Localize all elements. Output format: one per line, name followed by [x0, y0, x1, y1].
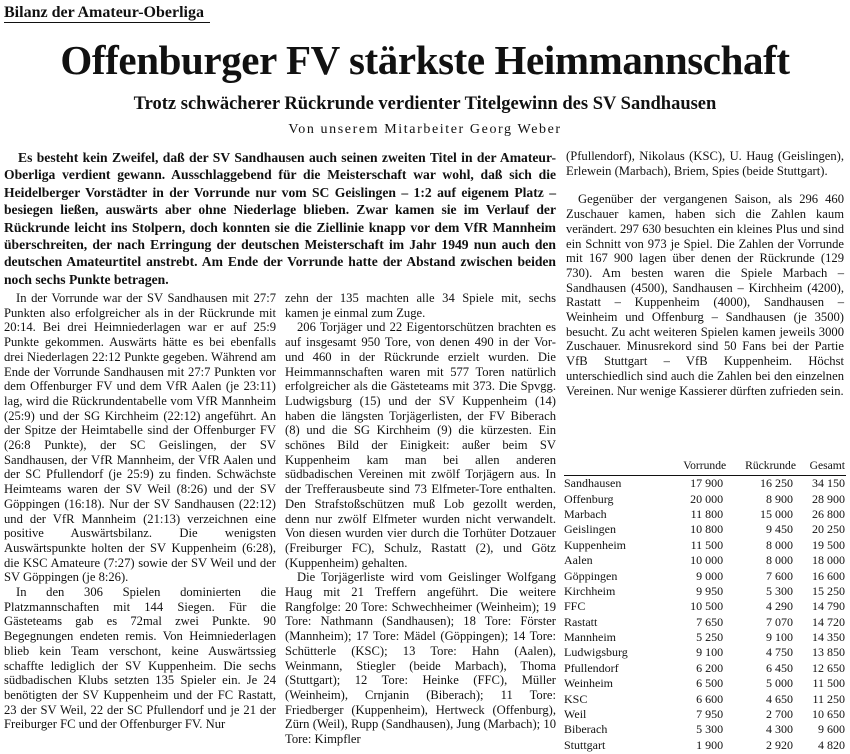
attendance-cell: 10 000 [690, 553, 724, 568]
attendance-cell: 10 650 [812, 707, 845, 722]
byline: Von unserem Mitarbeiter Georg Weber [288, 122, 562, 137]
paragraph: 206 Torjäger und 22 Eigentorschützen brachten es auf insgesamt 950 Tore, von denen 490 in der Vor- und 460 in der Rückrunde erzielt wurden. Die Heimmannschaften waren mit 577 Toren natürlich erfolgreicher als die Gästeteams mit 373. Die Spvgg. Ludwigsburg (15) und der SV Kuppenheim (14) haben die längsten Torjägerlisten, der FV Biberach (8) und die SG Kirchheim (9) die kürzesten. Ein schönes Bild der Einigkeit: außer beim SV Kuppenheim kam man bei allen anderen südbadischen Vereinen mit zwölf Torjägern aus. In der Trefferausbeute sind 73 Elfmeter-Tore enthalten. Den Strafstoßschützen muß Lob gezollt werden, denn nur zwölf Elfmeter wurden nicht verwandelt. Von diesen wurden vier durch die Torhüter Dotzauer (Freiburger FC), Schulz, Rastatt (2), und Götz (Kuppenheim) gehalten. [285, 320, 556, 570]
attendance-cell: 20 000 [690, 491, 724, 506]
attendance-cell: 5 300 [696, 722, 724, 737]
table-row [564, 476, 846, 492]
article-column-2 [285, 291, 556, 747]
team-name-cell: Stuttgart [564, 737, 606, 752]
attendance-cell: 4 820 [818, 737, 845, 752]
attendance-cell: 5 250 [696, 630, 724, 645]
attendance-cell: 9 100 [696, 645, 724, 660]
table-row [564, 522, 846, 537]
paragraph: In der Vorrunde war der SV Sandhausen mit 27:7 Punkten also erfolgreicher als in der Rückrunde mit 20:14. Bei drei Heimniederlagen war er auf 25:9 Punkte gekommen. Auswärts hätte es bei ebenfalls drei Niederlagen 22:12 Punkte gegeben. Während am Ende der Vorrunde Sandhausen mit 27:7 Punkten vor dem Offenburger FV und dem VfR Aalen (je 23:11) lag, wird die Rückrundentabelle vom VfR Mannheim (25:9) und der SG Kirchheim (22:12) angeführt. An der Spitze der Heimtabelle sind der Offenburger FV (26:8 Punkte), der SC Geislingen, der SV Sandhausen, der VfR Mannheim, der VfR Aalen und der SC Pfullendorf (je 25:9) zu finden. Schwächste Heimteams waren der SV Weil (8:26) und der SV Göppingen (16:18). Nur der SV Sandhausen (22:12) und der VfR Mannheim (21:13) verzeichnen eine positive Auswärtsbilanz. Die wenigsten Auswärtspunkte holten der SV Kuppenheim (6:28), die KSC Amateure (7:27) sowie der SV Weil und der SV Göppingen (je 8:26). [4, 291, 276, 585]
attendance-cell: 7 650 [696, 614, 724, 629]
attendance-cell: 10 800 [690, 522, 724, 537]
team-name-cell: Ludwigsburg [564, 645, 628, 660]
team-name-cell: Pfullendorf [564, 660, 619, 675]
attendance-cell: 10 500 [690, 599, 724, 614]
attendance-cell: 5 000 [765, 676, 793, 691]
kicker: Bilanz der Amateur-Oberliga [4, 3, 210, 23]
table-row [564, 630, 846, 645]
attendance-cell: 6 600 [696, 691, 724, 706]
attendance-cell: 2 700 [765, 707, 793, 722]
attendance-cell: 5 300 [765, 583, 793, 598]
table-row [564, 738, 846, 753]
table-row [564, 722, 846, 737]
attendance-cell: 9 450 [765, 522, 793, 537]
attendance-cell: 12 650 [812, 660, 845, 675]
team-name-cell: Rastatt [564, 614, 598, 629]
team-name-cell: Sandhausen [564, 476, 622, 491]
table-header-cell: Vorrunde [668, 458, 727, 476]
team-name-cell: Biberach [564, 722, 608, 737]
team-name-cell: Geislingen [564, 522, 616, 537]
table-row [564, 707, 846, 722]
paragraph: (Pfullendorf), Nikolaus (KSC), U. Haug (Geislingen), Erlewein (Marbach), Briem, Spies (beide Stuttgart). [566, 149, 844, 178]
attendance-cell: 11 800 [690, 506, 724, 521]
attendance-cell: 14 350 [812, 630, 845, 645]
table-body [564, 476, 846, 754]
attendance-cell: 14 790 [812, 599, 845, 614]
team-name-cell: Aalen [564, 553, 593, 568]
attendance-cell: 34 150 [812, 476, 845, 491]
headline: Offenburger FV stärkste Heimmannschaft [60, 37, 790, 83]
table-row [564, 691, 846, 706]
paragraph: In den 306 Spielen dominierten die Platzmannschaften mit 144 Siegen. Für die Gästeteams gab es 72mal zwei Punkte. 90 Begegnungen endeten remis. Von Heimniederlagen blieb kein Team verschont, keine Auswärtssieg schaffte lediglich der SV Kuppenheim. Die sechs südbadischen Klubs setzten 135 Spieler ein. Je 24 benötigten der SV Kuppenheim und der FC Rastatt, 23 der SV Weil, 22 der SC Pfullendorf und je 21 der Freiburger FC und der Offenburger FV. Nur [4, 585, 276, 732]
attendance-cell: 13 850 [812, 645, 845, 660]
attendance-cell: 26 800 [812, 506, 845, 521]
team-name-cell: Weil [564, 707, 587, 722]
attendance-cell: 11 500 [690, 537, 724, 552]
team-name-cell: Göppingen [564, 568, 618, 583]
table-header-cell: Gesamt [797, 458, 846, 476]
attendance-cell: 1 900 [696, 737, 724, 752]
attendance-cell: 11 500 [812, 676, 845, 691]
table-row [564, 538, 846, 553]
attendance-cell: 6 500 [696, 676, 724, 691]
table-row [564, 599, 846, 614]
table-header-cell: Rückrunde [727, 458, 797, 476]
attendance-cell: 19 500 [812, 537, 845, 552]
attendance-cell: 18 000 [812, 553, 845, 568]
article-column-1 [4, 291, 276, 732]
attendance-cell: 28 900 [812, 491, 845, 506]
attendance-cell: 17 900 [690, 476, 724, 491]
table-row [564, 584, 846, 599]
table-row [564, 568, 846, 583]
table-header-row [564, 458, 846, 476]
team-name-cell: Offenburg [564, 491, 614, 506]
attendance-cell: 7 070 [765, 614, 793, 629]
attendance-cell: 8 000 [765, 553, 793, 568]
team-name-cell: Mannheim [564, 630, 616, 645]
attendance-cell: 4 750 [765, 645, 793, 660]
paragraph: zehn der 135 machten alle 34 Spiele mit, sechs kamen je einmal zum Zuge. [285, 291, 556, 320]
attendance-cell: 8 000 [765, 537, 793, 552]
paragraph: Gegenüber der vergangenen Saison, als 296 460 Zuschauer kamen, haben sich die Zahlen kaum verändert. 297 630 besuchten ein kleines Plus und sind ein Schnitt von 973 je Spiel. Die Zahlen der Vorrunde mit 167 900 lagen über denen der Rückrunde (129 730). Am besten waren die Spiele Marbach – Sandhausen (4500), Sandhausen – Kirchheim (4200), Rastatt – Kuppenheim (4000), Sandhausen – Weinheim und Offenburg – Sandhausen (je 3500) besucht. Zu acht weiteren Spielen kamen jeweils 3000 Zuschauer. Minusrekord sind 50 Fans bei der Partie VfB Stuttgart – VfB Kuppenheim. Höchst unterschiedlich sind auch die Zahlen bei den einzelnen Vereinen. Nur wenige Kassierer dürften zufrieden sein. [566, 192, 844, 398]
attendance-cell: 16 250 [759, 476, 793, 491]
attendance-cell: 6 450 [765, 660, 793, 675]
team-name-cell: FFC [564, 599, 586, 614]
attendance-cell: 15 250 [812, 583, 845, 598]
table-row [564, 661, 846, 676]
team-name-cell: KSC [564, 691, 588, 706]
team-name-cell: Kirchheim [564, 583, 616, 598]
attendance-cell: 7 600 [765, 568, 793, 583]
attendance-cell: 4 290 [765, 599, 793, 614]
attendance-cell: 11 250 [812, 691, 845, 706]
attendance-cell: 2 920 [765, 737, 793, 752]
attendance-cell: 9 950 [696, 583, 724, 598]
attendance-cell: 4 650 [765, 691, 793, 706]
attendance-cell: 16 600 [812, 568, 845, 583]
attendance-cell: 6 200 [696, 660, 724, 675]
table-row [564, 553, 846, 568]
attendance-cell: 4 300 [765, 722, 793, 737]
paragraph: Die Torjägerliste wird vom Geislinger Wolfgang Haug mit 21 Treffern angeführt. Die weitere Rangfolge: 20 Tore: Schwechheimer (Weinheim); 19 Tore: Nathmann (Sandhausen); 18 Tore: Förster (Mannheim); 17 Tore: Mädel (Göppingen); 14 Tore: Schütterle (KSC); 13 Tore: Hahn (Aalen), Weinmann, Stiegler (beide Marbach), Thoma (Stuttgart); 12 Tore: Heinke (FFC), Müller (Weinheim), Crnjanin (Biberach); 11 Tore: Friedberger (Kuppenheim), Hertweck (Offenburg), Zürn (Weil), Rupp (Sandhausen), Jung (Marbach); 10 Tore: Kimpfler [285, 570, 556, 747]
table-row [564, 645, 846, 660]
attendance-cell: 15 000 [759, 506, 793, 521]
attendance-cell: 7 950 [696, 707, 724, 722]
table-row [564, 676, 846, 691]
attendance-cell: 9 600 [818, 722, 845, 737]
attendance-cell: 9 000 [696, 568, 724, 583]
table-row [564, 507, 846, 522]
team-name-cell: Marbach [564, 506, 607, 521]
attendance-cell: 20 250 [812, 522, 845, 537]
subheadline: Trotz schwächerer Rückrunde verdienter Titelgewinn des SV Sandhausen [133, 94, 717, 114]
table-row [564, 491, 846, 506]
team-name-cell: Kuppenheim [564, 537, 626, 552]
table-row [564, 615, 846, 630]
attendance-cell: 8 900 [765, 491, 793, 506]
article-column-3 [566, 149, 844, 398]
lead-paragraph: Es besteht kein Zweifel, daß der SV Sandhausen auch seinen zweiten Titel in der Amateur-Oberliga verdient gewann. Ausschlaggebend für die Meisterschaft war wohl, daß sich die Heidelberger Vorstädter in der Vorrunde nur vom SC Geislingen – 1:2 auf eigenem Platz – besiegen ließen, auswärts aber ohne Niederlage blieben. Zwar kamen sie im Verlauf der Rückrunde leicht ins Stolpern, doch konnten sie die Ziellinie knapp vor dem VfR Mannheim überschreiten, der nach Erringung der deutschen Meisterschaft im Jahr 1949 nun auch den deutschen Amateurtitel anstrebt. Am Ende der Vorrunde hatte der Abstand zwischen beiden noch sechs Punkte betragen. [4, 150, 556, 287]
table-header-cell [564, 458, 668, 476]
attendance-table [564, 458, 846, 753]
attendance-cell: 14 720 [812, 614, 845, 629]
attendance-cell: 9 100 [765, 630, 793, 645]
team-name-cell: Weinheim [564, 676, 614, 691]
